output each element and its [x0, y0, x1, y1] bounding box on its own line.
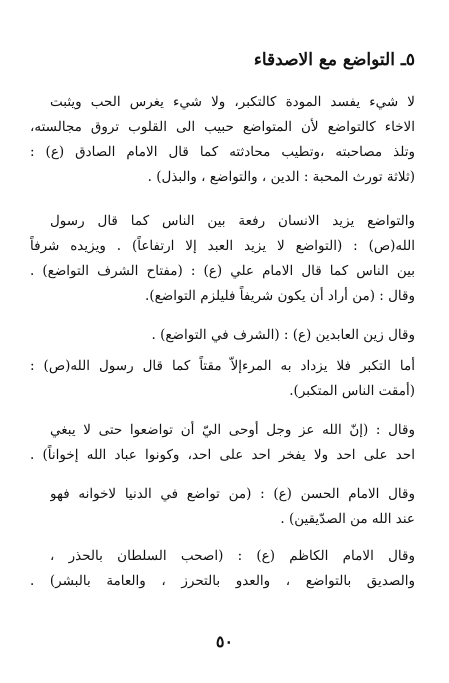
paragraph-line: الله(ص) : (التواضع لا يزيد العبد إلا ارتفاعاً) . ويزيده شرفاً — [30, 238, 415, 254]
paragraph-line: احد على احد ولا يفخر احد على احد، وكونوا عباد الله إخواناً) . — [30, 447, 415, 463]
paragraph-line: لا شيء يفسد المودة كالتكبر، ولا شيء يغرس الحب ويثبت — [50, 94, 415, 110]
paragraph-line: أما التكبر فلا يزداد به المرءإلاّ مقتاً كما قال رسول الله(ص) : — [30, 358, 415, 374]
paragraph-line: وقال زين العابدين (ع) : (الشرف في التواضع) . — [151, 327, 415, 343]
paragraph-line: وقال الامام الحسن (ع) : (من تواضع في الدنيا لاخوانه فهو — [50, 486, 415, 502]
paragraph-line: الاخاء كالتواضع لأن المتواضع حبيب الى القلوب تروق مجالسته، — [30, 119, 415, 135]
paragraph-line: والصديق بالتواضع ، والعدو بالتحرز ، والعامة بالبشر) . — [30, 573, 415, 589]
paragraph-line: بين الناس كما قال الامام علي (ع) : (مفتاح الشرف التواضع) . — [30, 263, 415, 279]
paragraph-line: (ثلاثة تورث المحبة : الدين ، والتواضع ، والبذل) . — [147, 169, 415, 185]
page-number: ٥٠ — [215, 632, 234, 651]
paragraph-line: وقال : (إنّ الله عز وجل أوحى اليّ أن تواضعوا حتى لا يبغي — [50, 422, 415, 438]
paragraph-line: (أمقت الناس المتكبر). — [289, 383, 415, 399]
paragraph-line: وتلذ مصاحبته ،وتطيب محادثته كما قال الامام الصادق (ع) : — [30, 144, 415, 160]
paragraph-line: وقال : (من أراد أن يكون شريفاً فليلزم التواضع). — [145, 288, 415, 304]
paragraph-line: عند الله من الصدّيقين) . — [280, 511, 415, 527]
paragraph-line: وقال الامام الكاظم (ع) : (اصحب السلطان بالحذر ، — [50, 548, 415, 564]
paragraph-line: والتواضع يزيد الانسان رفعة بين الناس كما قال رسول — [50, 213, 415, 229]
section-heading: ٥ـ التواضع مع الاصدقاء — [253, 50, 415, 70]
